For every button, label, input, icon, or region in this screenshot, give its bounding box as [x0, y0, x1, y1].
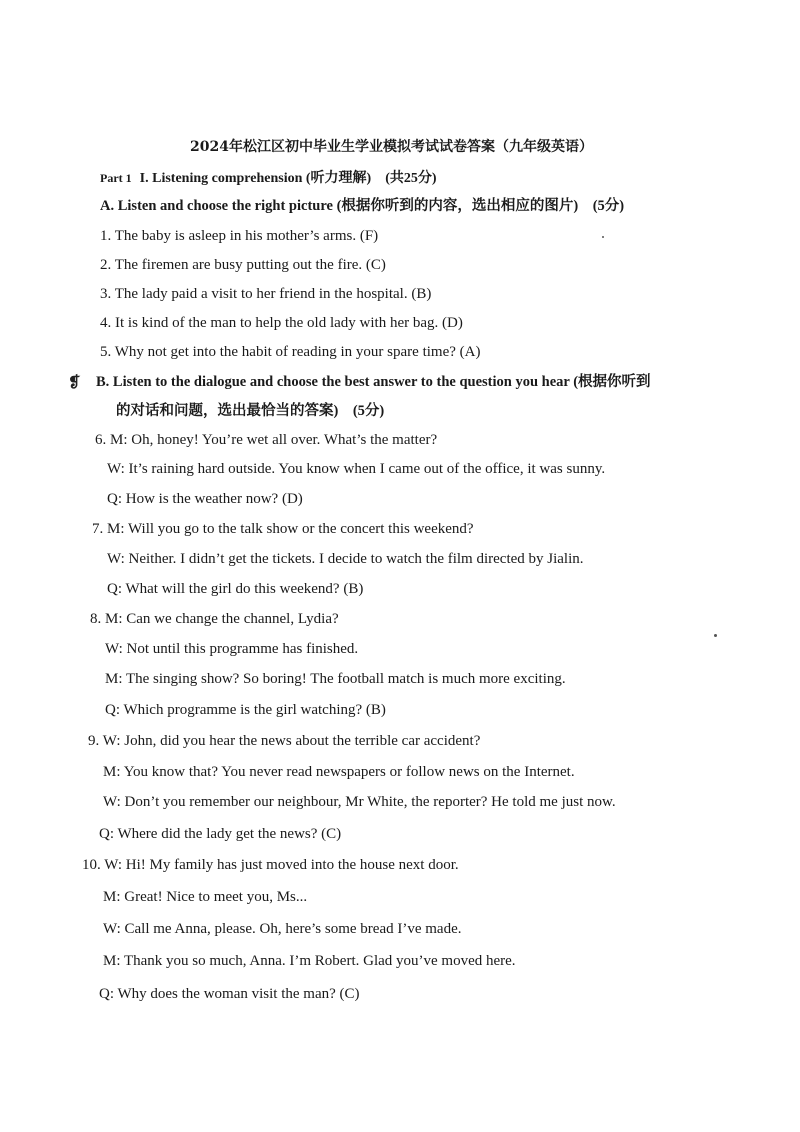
- dialogue-line: Q: Which programme is the girl watching? (B): [105, 702, 386, 718]
- margin-mark: ❡: [68, 375, 81, 391]
- dialogue-line: Q: How is the weather now? (D): [107, 491, 303, 507]
- dialogue-line: Q: Where did the lady get the news? (C): [99, 826, 342, 842]
- part-heading: [100, 168, 437, 189]
- scan-speck: [714, 634, 717, 637]
- part-title: I. Listening comprehension (听力理解) (共25分): [139, 171, 437, 186]
- dialogue-line: W: Don’t you remember our neighbour, Mr White, the reporter? He told me just now.: [103, 794, 616, 810]
- page-title: 2024年松江区初中毕业生学业模拟考试试卷答案（九年级英语）: [190, 139, 593, 155]
- answer-item: 5. Why not get into the habit of reading in your spare time? (A): [100, 344, 481, 360]
- dialogue-line: 6. M: Oh, honey! You’re wet all over. What’s the matter?: [95, 432, 438, 448]
- dialogue-line: Q: What will the girl do this weekend? (B): [107, 581, 364, 597]
- dialogue-line: M: Great! Nice to meet you, Ms...: [103, 889, 308, 905]
- dialogue-line: M: Thank you so much, Anna. I’m Robert. Glad you’ve moved here.: [103, 953, 516, 969]
- dialogue-line: Q: Why does the woman visit the man? (C): [99, 986, 360, 1002]
- dialogue-line: 8. M: Can we change the channel, Lydia?: [90, 611, 339, 627]
- dialogue-line: W: It’s raining hard outside. You know when I came out of the office, it was sunny.: [107, 461, 606, 477]
- answer-item: 3. The lady paid a visit to her friend in the hospital. (B): [100, 286, 432, 302]
- scan-speck: [602, 236, 604, 238]
- answer-item: 1. The baby is asleep in his mother’s arms. (F): [100, 228, 379, 244]
- section-b-heading: B. Listen to the dialogue and choose the best answer to the question you hear (根据你听到: [96, 374, 651, 390]
- dialogue-line: W: Not until this programme has finished.: [105, 641, 359, 657]
- dialogue-line: 7. M: Will you go to the talk show or the concert this weekend?: [92, 521, 474, 537]
- part-label: Part 1: [100, 171, 132, 185]
- dialogue-line: 9. W: John, did you hear the news about the terrible car accident?: [88, 733, 481, 749]
- section-a-heading: A. Listen and choose the right picture (根据你听到的内容，选出相应的图片) (5分): [100, 198, 625, 214]
- dialogue-line: M: You know that? You never read newspapers or follow news on the Internet.: [103, 764, 575, 780]
- dialogue-line: M: The singing show? So boring! The football match is much more exciting.: [105, 671, 566, 687]
- section-b-heading-cont: 的对话和问题，选出最恰当的答案) (5分): [116, 403, 385, 419]
- dialogue-line: W: Call me Anna, please. Oh, here’s some bread I’ve made.: [103, 921, 462, 937]
- answer-item: 4. It is kind of the man to help the old lady with her bag. (D): [100, 315, 463, 331]
- dialogue-line: W: Neither. I didn’t get the tickets. I decide to watch the film directed by Jialin.: [107, 551, 584, 567]
- answer-item: 2. The firemen are busy putting out the fire. (C): [100, 257, 386, 273]
- dialogue-line: 10. W: Hi! My family has just moved into the house next door.: [82, 857, 459, 873]
